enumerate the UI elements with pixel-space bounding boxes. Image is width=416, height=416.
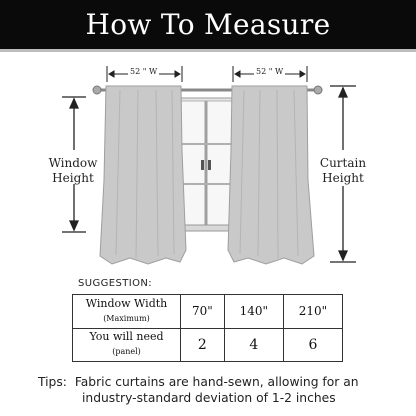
table-row — [73, 328, 343, 362]
row-label: You will need — [89, 330, 164, 344]
window-height-text: Window Height — [48, 156, 98, 185]
table-cell: 210" — [283, 295, 342, 329]
suggestion-table — [72, 294, 343, 362]
curtain-height-label — [310, 156, 376, 186]
tips-block — [38, 374, 408, 405]
row-sublabel: (panel) — [112, 347, 141, 357]
table-cell: 6 — [283, 328, 342, 362]
window-height-label — [40, 156, 106, 186]
table-cell: 140" — [224, 295, 283, 329]
tips-prefix: Tips: — [38, 375, 67, 389]
width-label-right: 52 " W — [256, 67, 284, 76]
left-curtain-panel — [100, 86, 186, 264]
row-header-window-width — [73, 295, 181, 329]
table-cell: 70" — [181, 295, 225, 329]
table-cell: 4 — [224, 328, 283, 362]
row-label: Window Width — [85, 296, 168, 310]
curtain-height-text: Curtain Height — [319, 156, 367, 185]
row-header-panels — [73, 328, 181, 362]
table-row — [73, 295, 343, 329]
tips-line-1: Fabric curtains are hand-sewn, allowing for an — [74, 375, 359, 389]
tips-line-2: industry-standard deviation of 1-2 inches — [82, 391, 336, 405]
row-sublabel: (Maximum) — [103, 313, 150, 323]
suggestion-heading: SUGGESTION: — [78, 278, 153, 289]
page-title: How To Measure — [85, 8, 331, 41]
right-curtain-panel — [228, 86, 314, 264]
width-label-left: 52 " W — [130, 67, 158, 76]
table-cell: 2 — [181, 328, 225, 362]
